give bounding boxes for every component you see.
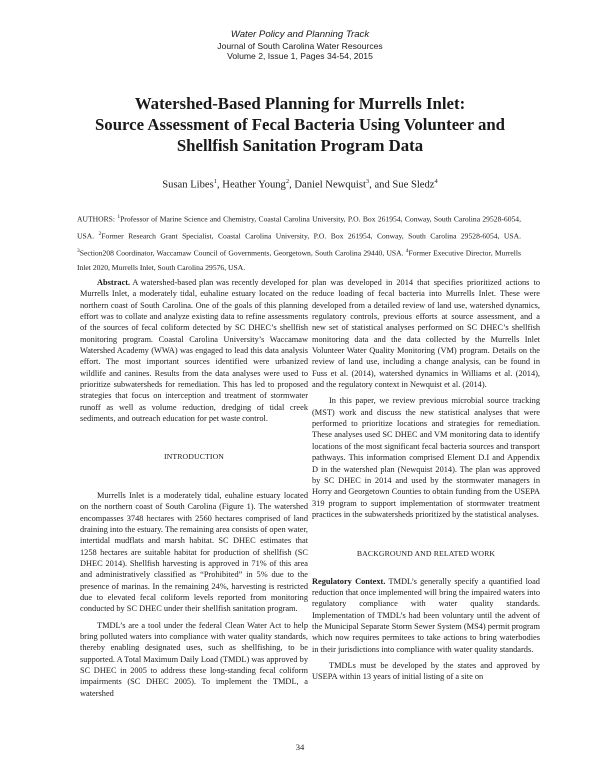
journal-header — [0, 30, 600, 62]
author-name: Sue Sledz — [392, 179, 435, 191]
journal-volume: Volume 2, Issue 1, Pages 34-54, 2015 — [227, 51, 373, 62]
intro-paragraph-4: In this paper, we review previous microbial source tracking (MST) work and discuss the new statistical analyses that were performed to prioritize locations and strategies for remediation. These analyses used SC DHEC and VM monitoring data to identify locations of the most significant fecal bacteria sources and transport pathways. This information comprised Element D.I and Appendix D in the watershed plan (Newquist 2014). The plan was approved by SC DHEC in 2014 and used by the stormwater managers in Horry and Georgetown Counties to obtain funding from the USEPA 319 program to support implementation of stormwater treatment practices in the subwatersheds prioritized by the statistical analyses. — [312, 396, 540, 519]
author-name: Daniel Newquist — [294, 179, 366, 191]
author-list — [0, 178, 600, 191]
abstract-paragraph — [80, 277, 308, 424]
author-name: Susan Libes — [162, 179, 214, 191]
background-paragraph-1 — [312, 576, 540, 655]
title-line-1: Watershed-Based Planning for Murrells Inlet: — [134, 94, 466, 113]
author-separator: , — [217, 179, 223, 191]
page-number: 34 — [295, 742, 305, 752]
author-name: Heather Young — [222, 179, 286, 191]
author-separator: , — [289, 179, 295, 191]
author-sup: 4 — [434, 178, 438, 185]
intro-paragraph-3: plan was developed in 2014 that specifies prioritized actions to reduce loading of fecal bacteria into Murrells Inlet. These were developed from a detailed review of land use, watershed dynamics, regulatory controls, previous efforts at source assessment, and a new set of statistical analyses performed on SC DHEC’s shellfish monitoring data and the data collected by the Murrells Inlet Volunteer Water Quality Monitoring (VM) program. Details on the review of land use, including a change analysis, can be found in Fuss et al. (2014), watershed dynamics in Williams et al. (2014), and the regulatory context in Newquist et al. (2014). — [312, 278, 540, 390]
affiliation-1: Professor of Marine Science and Chemistry, Coastal Carolina University, P.O. Box 261954, Conway, South Carolina 29528-6054, USA. — [77, 214, 521, 241]
author-separator: , and — [369, 179, 393, 191]
right-column — [312, 277, 540, 683]
background-text-1: TMDL’s generally specify a quantified load reduction that once implemented will bring the impaired waters into regulatory compliance with water quality standards. Implementation of TMDL’s had been voluntary until the advent of the Municipal Separate Storm Sewer System (MS4) permit program which now requires permitees to take actions to bring waterbodies in their jurisdictions into compliance with water quality standards. — [312, 576, 540, 654]
paper-title — [70, 93, 530, 156]
author-affiliations — [77, 210, 521, 276]
affiliation-4: Former Executive Director, Murrells Inlet 2020, Murrells Inlet, South Carolina 29576, USA. — [77, 248, 521, 273]
regulatory-context-label: Regulatory Context. — [312, 576, 386, 586]
author-sup: 3 — [365, 178, 370, 185]
title-line-3: Shellfish Sanitation Program Data — [176, 136, 424, 155]
author-sup: 1 — [213, 178, 217, 185]
background-heading: BACKGROUND AND RELATED WORK — [356, 549, 496, 559]
intro-paragraph-1: Murrells Inlet is a moderately tidal, euhaline estuary located on the northern coast of South Carolina (Figure 1). The watershed encompasses 3748 hectares with 2560 hectares comprised of land draining into the estuary. The remaining area consists of open water, intertidal mudflats and marsh habitat. SC DHEC estimates that 1258 hectares are suitable habitat for production of shellfish (SC DHEC 2014). Shellfish harvesting is approved in 71% of this area and administratively classified as “Prohibited” in 5% due to the presence of marinas. In the remaining 24%, harvesting is restricted due to elevated fecal coliform levels reported from monitoring conducted by SC DHEC under their shellfish sanitation program. — [80, 490, 308, 614]
affiliation-sup: 4 — [405, 248, 409, 255]
journal-track-title: Water Policy and Planning Track — [230, 29, 370, 40]
background-paragraph-2: TMDLs must be developed by the states and approved by USEPA within 13 years of initial listing of a site on — [312, 660, 540, 682]
affiliation-sup: 1 — [117, 214, 121, 220]
affiliation-sup: 2 — [98, 231, 102, 238]
left-column — [80, 277, 308, 699]
title-line-2: Source Assessment of Fecal Bacteria Using Volunteer and — [94, 115, 506, 134]
introduction-heading: INTRODUCTION — [163, 452, 225, 462]
author-sup: 2 — [285, 178, 290, 185]
affiliation-2: Former Research Grant Specialist, Coastal Carolina University, P.O. Box 261954, Conway, South Carolina 29528-6054, USA. — [101, 231, 522, 241]
journal-name: Journal of South Carolina Water Resources — [217, 40, 383, 51]
intro-paragraph-2: TMDL’s are a tool under the federal Clean Water Act to help bring polluted waters into compliance with water quality standards, thereby enabling designated uses, such as shellfishing, to be supported. A Total Maximum Daily Load (TMDL) was approved by SC DHEC in 2005 to address these long-standing fecal coliform impairments (SC DHEC 2005). To implement the TMDL, a watershed — [80, 620, 308, 698]
abstract-label: Abstract. — [97, 278, 131, 287]
abstract-text: A watershed-based plan was recently developed for Murrells Inlet, a moderately tidal, euhaline estuary located on the northern coast of South Carolina. One of the goals of this planning effort was to collate and analyze existing data to refine assessments of the sources of fecal coliform detected by SC DHEC’s shellfish monitoring program. Coastal Carolina University’s Waccamaw Watershed Academy (WWA) was engaged to lead this data analysis effort. The most important sources identified were urbanized wildlife and canines. Results from the data analyses were used to prioritize subwatersheds for remediation. This has led to proposed strategies that focus on interception and treatment of stormwater runoff as well as volume reduction, dredging of tidal creek sediments, and outreach education for pet waste control. — [80, 278, 308, 424]
affiliation-sup: 3 — [77, 248, 80, 255]
affiliations-label: AUTHORS: — [77, 214, 115, 224]
affiliation-3: Section208 Coordinator, Waccamaw Council of Governments, Georgetown, South Carolina 29440, USA. — [79, 248, 404, 258]
